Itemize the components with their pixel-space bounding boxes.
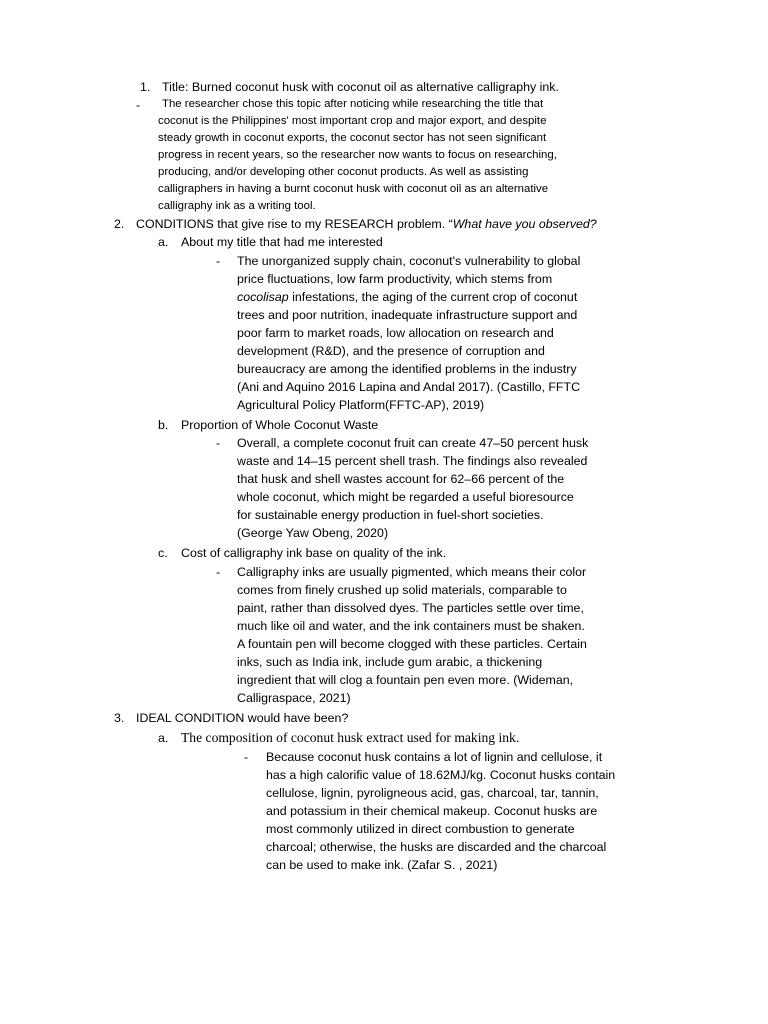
item-2b-line: for sustainable energy production in fuel-short societies. (237, 508, 544, 522)
item-2a-heading: About my title that had me interested (181, 235, 383, 249)
item-2c-line: ingredient that will clog a fountain pen even more. (Wideman, (237, 673, 574, 687)
item-2c-line: much like oil and water, and the ink containers must be shaken. (237, 619, 585, 633)
item-1-number: 1. (140, 80, 151, 94)
item-2b-line: (George Yaw Obeng, 2020) (237, 526, 389, 540)
item-2a-marker: a. (158, 235, 169, 249)
item-2a-line (237, 288, 577, 306)
item-3a-line: Because coconut husk contains a lot of lignin and cellulose, it (266, 750, 603, 764)
item-3a-marker: a. (158, 731, 169, 745)
item-1-line: calligraphy ink as a writing tool. (158, 200, 316, 212)
item-2a-line: trees and poor nutrition, inadequate infrastructure support and (237, 308, 578, 322)
item-2b-line: that husk and shell wastes account for 62–66 percent of the (237, 472, 565, 486)
item-2b-line: whole coconut, which might be regarded a useful bioresource (237, 490, 574, 504)
item-3a-dash: - (244, 750, 249, 764)
item-2c-line: A fountain pen will become clogged with these particles. Certain (237, 637, 587, 651)
item-3a-line: has a high calorific value of 18.62MJ/kg. Coconut husks contain (266, 768, 616, 782)
item-2-number: 2. (114, 217, 125, 231)
item-2a-line: (Ani and Aquino 2016 Lapina and Andal 2017). (Castillo, FFTC (237, 380, 581, 394)
item-1-line: producing, and/or developing other coconut products. As well as assisting (158, 166, 529, 178)
item-2b-line: waste and 14–15 percent shell trash. The findings also revealed (237, 454, 588, 468)
item-1-dash: - (136, 98, 141, 112)
item-2-title-text: CONDITIONS that give rise to my RESEARCH problem. “ (136, 217, 453, 231)
item-2a-line: Agricultural Policy Platform(FFTC-AP), 2019) (237, 398, 485, 412)
item-2a-line: poor farm to market roads, low allocation on research and (237, 326, 554, 340)
item-2c-marker: c. (158, 546, 168, 560)
item-1-line: calligraphers in having a burnt coconut husk with coconut oil as an alternative (158, 183, 549, 195)
item-1-line: progress in recent years, so the researcher now wants to focus on researching, (158, 149, 557, 161)
item-3-title: IDEAL CONDITION would have been? (136, 711, 349, 725)
item-1-line: The researcher chose this topic after noticing while researching the title that (162, 98, 544, 110)
item-2a-line: The unorganized supply chain, coconut's vulnerability to global (237, 254, 581, 268)
item-2b-line: Overall, a complete coconut fruit can create 47–50 percent husk (237, 436, 589, 450)
item-2-title-italic: What have you observed? (452, 217, 597, 231)
item-2c-line: Calligraphy inks are usually pigmented, which means their color (237, 565, 587, 579)
item-1-line: coconut is the Philippines' most important crop and major export, and despite (158, 115, 547, 127)
cocolisap-term: cocolisap (237, 290, 289, 304)
item-2c-line: paint, rather than dissolved dyes. The particles settle over time, (237, 601, 584, 615)
item-2c-line: comes from finely crushed up solid materials, comparable to (237, 583, 567, 597)
item-2c-line: Calligraspace, 2021) (237, 691, 351, 705)
item-3a-line: charcoal; otherwise, the husks are discarded and the charcoal (266, 840, 607, 854)
item-2b-heading: Proportion of Whole Coconut Waste (181, 418, 379, 432)
item-2a-dash: - (216, 254, 221, 268)
item-2b-marker: b. (158, 418, 169, 432)
item-2a-line: development (R&D), and the presence of corruption and (237, 344, 545, 358)
item-2c-dash: - (216, 565, 221, 579)
item-3a-line: can be used to make ink. (Zafar S. , 2021) (266, 858, 498, 872)
item-2-title (136, 215, 597, 233)
item-3a-line: most commonly utilized in direct combustion to generate (266, 822, 575, 836)
item-2a-line: price fluctuations, low farm productivity, which stems from (237, 272, 553, 286)
item-2c-heading: Cost of calligraphy ink base on quality of the ink. (181, 546, 447, 560)
item-2a-line-rest: infestations, the aging of the current crop of coconut (292, 290, 578, 304)
item-1-line: steady growth in coconut exports, the coconut sector has not seen significant (158, 132, 547, 144)
item-2a-line: bureaucracy are among the identified problems in the industry (237, 362, 577, 376)
item-3-number: 3. (114, 711, 125, 725)
item-1-title: Title: Burned coconut husk with coconut oil as alternative calligraphy ink. (162, 80, 559, 94)
item-2c-line: inks, such as India ink, include gum arabic, a thickening (237, 655, 543, 669)
item-2b-dash: - (216, 436, 221, 450)
item-3a-line: cellulose, lignin, pyroligneous acid, gas, charcoal, tar, tannin, (266, 786, 599, 800)
item-3a-line: and potassium in their chemical makeup. Coconut husks are (266, 804, 598, 818)
item-3a-heading: The composition of coconut husk extract used for making ink. (181, 730, 520, 745)
